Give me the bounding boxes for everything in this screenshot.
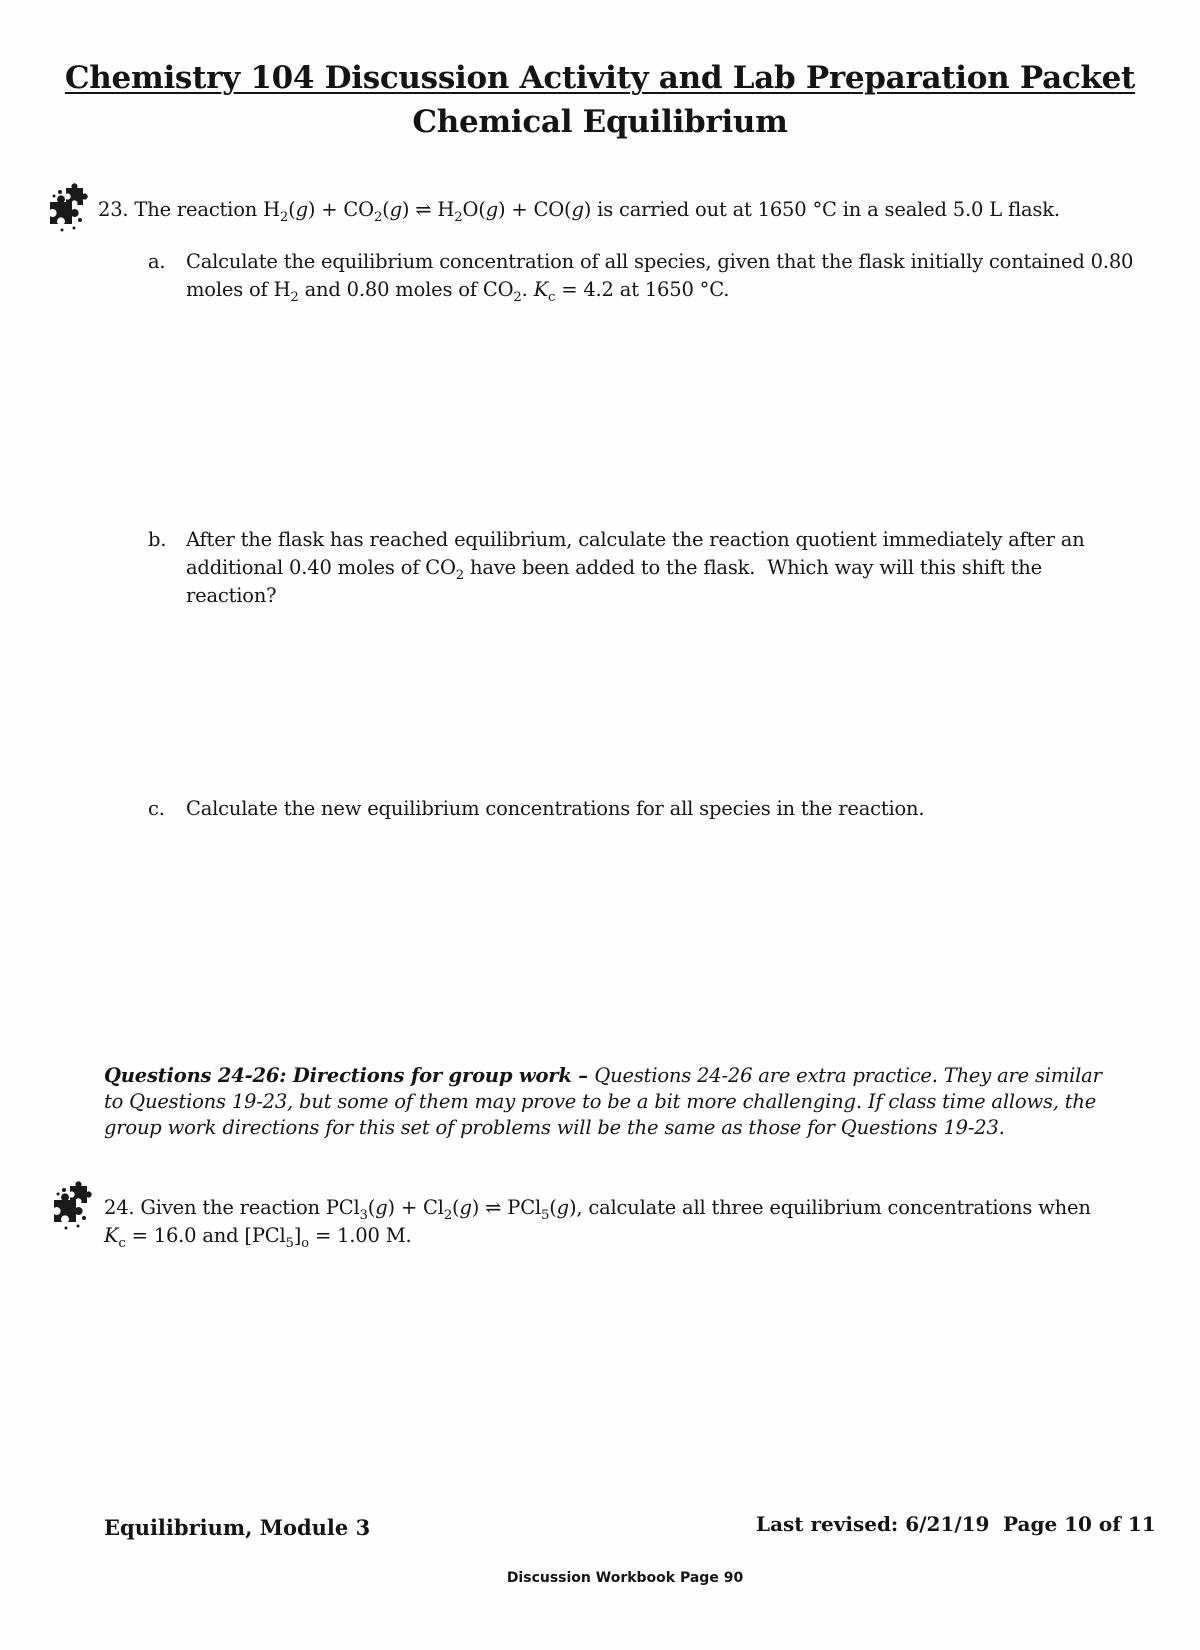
page-subtitle: Chemical Equilibrium [412, 104, 788, 140]
group-work-directions [104, 1063, 1104, 1141]
question-number: 24. [104, 1196, 135, 1219]
question-24 [104, 1194, 1164, 1250]
part-letter: a. [148, 250, 166, 273]
page-title: Chemistry 104 Discussion Activity and Lab Preparation Packet [64, 60, 1136, 96]
part-text: After the flask has reached equilibrium, calculate the reaction quotient immediately after an additional 0.40 moles of $CO_2$ have been added to the flask. Which way will this shift the reaction? [186, 528, 1085, 607]
directions-lead: Questions 24-26: Directions for group work – [104, 1064, 595, 1087]
footer-revised: Last revised: 6/21/19 [756, 1512, 990, 1536]
workbook-page-label: Discussion Workbook Page 90 [506, 1570, 744, 1586]
question-number: 23. [98, 198, 129, 221]
footer-page-number: Page 10 of 11 [1003, 1512, 1156, 1536]
part-text: Calculate the equilibrium concentration of all species, given that the flask initially contained 0.80 moles of $H_2$ and 0.80 moles of $CO_2$. $K_c = 4.2$ at 1650 °C. [186, 250, 1134, 305]
part-text: Calculate the new equilibrium concentrations for all species in the reaction. [186, 797, 925, 820]
question-stem: Given the reaction $PCl_3(g) + Cl_2(g)$ ⇌ PCl$_5$(g), calculate all three equilibrium concentrations when $K_c = 16.0$ and $[PCl_5]_o = 1.00$ M. [104, 1196, 1091, 1251]
question-23 [98, 196, 1158, 224]
puzzle-pieces-icon [44, 1178, 100, 1234]
puzzle-pieces-icon [40, 180, 96, 236]
directions-body: Questions 24-26 are extra practice. They are similar to Questions 19-23, but some of them may prove to be a bit more challenging. If class time allows, the group work directions for this set of problems will be the same as those for Questions 19-23. [104, 1064, 1102, 1139]
question-stem: The reaction $H_2(g) + CO_2(g)$ ⇌ $H_2O(g) + CO(g)$ is carried out at 1650 °C in a sealed 5.0 L flask. [134, 198, 1060, 225]
part-letter: c. [148, 797, 165, 820]
footer-module: Equilibrium, Module 3 [104, 1515, 371, 1540]
part-letter: b. [148, 528, 167, 551]
